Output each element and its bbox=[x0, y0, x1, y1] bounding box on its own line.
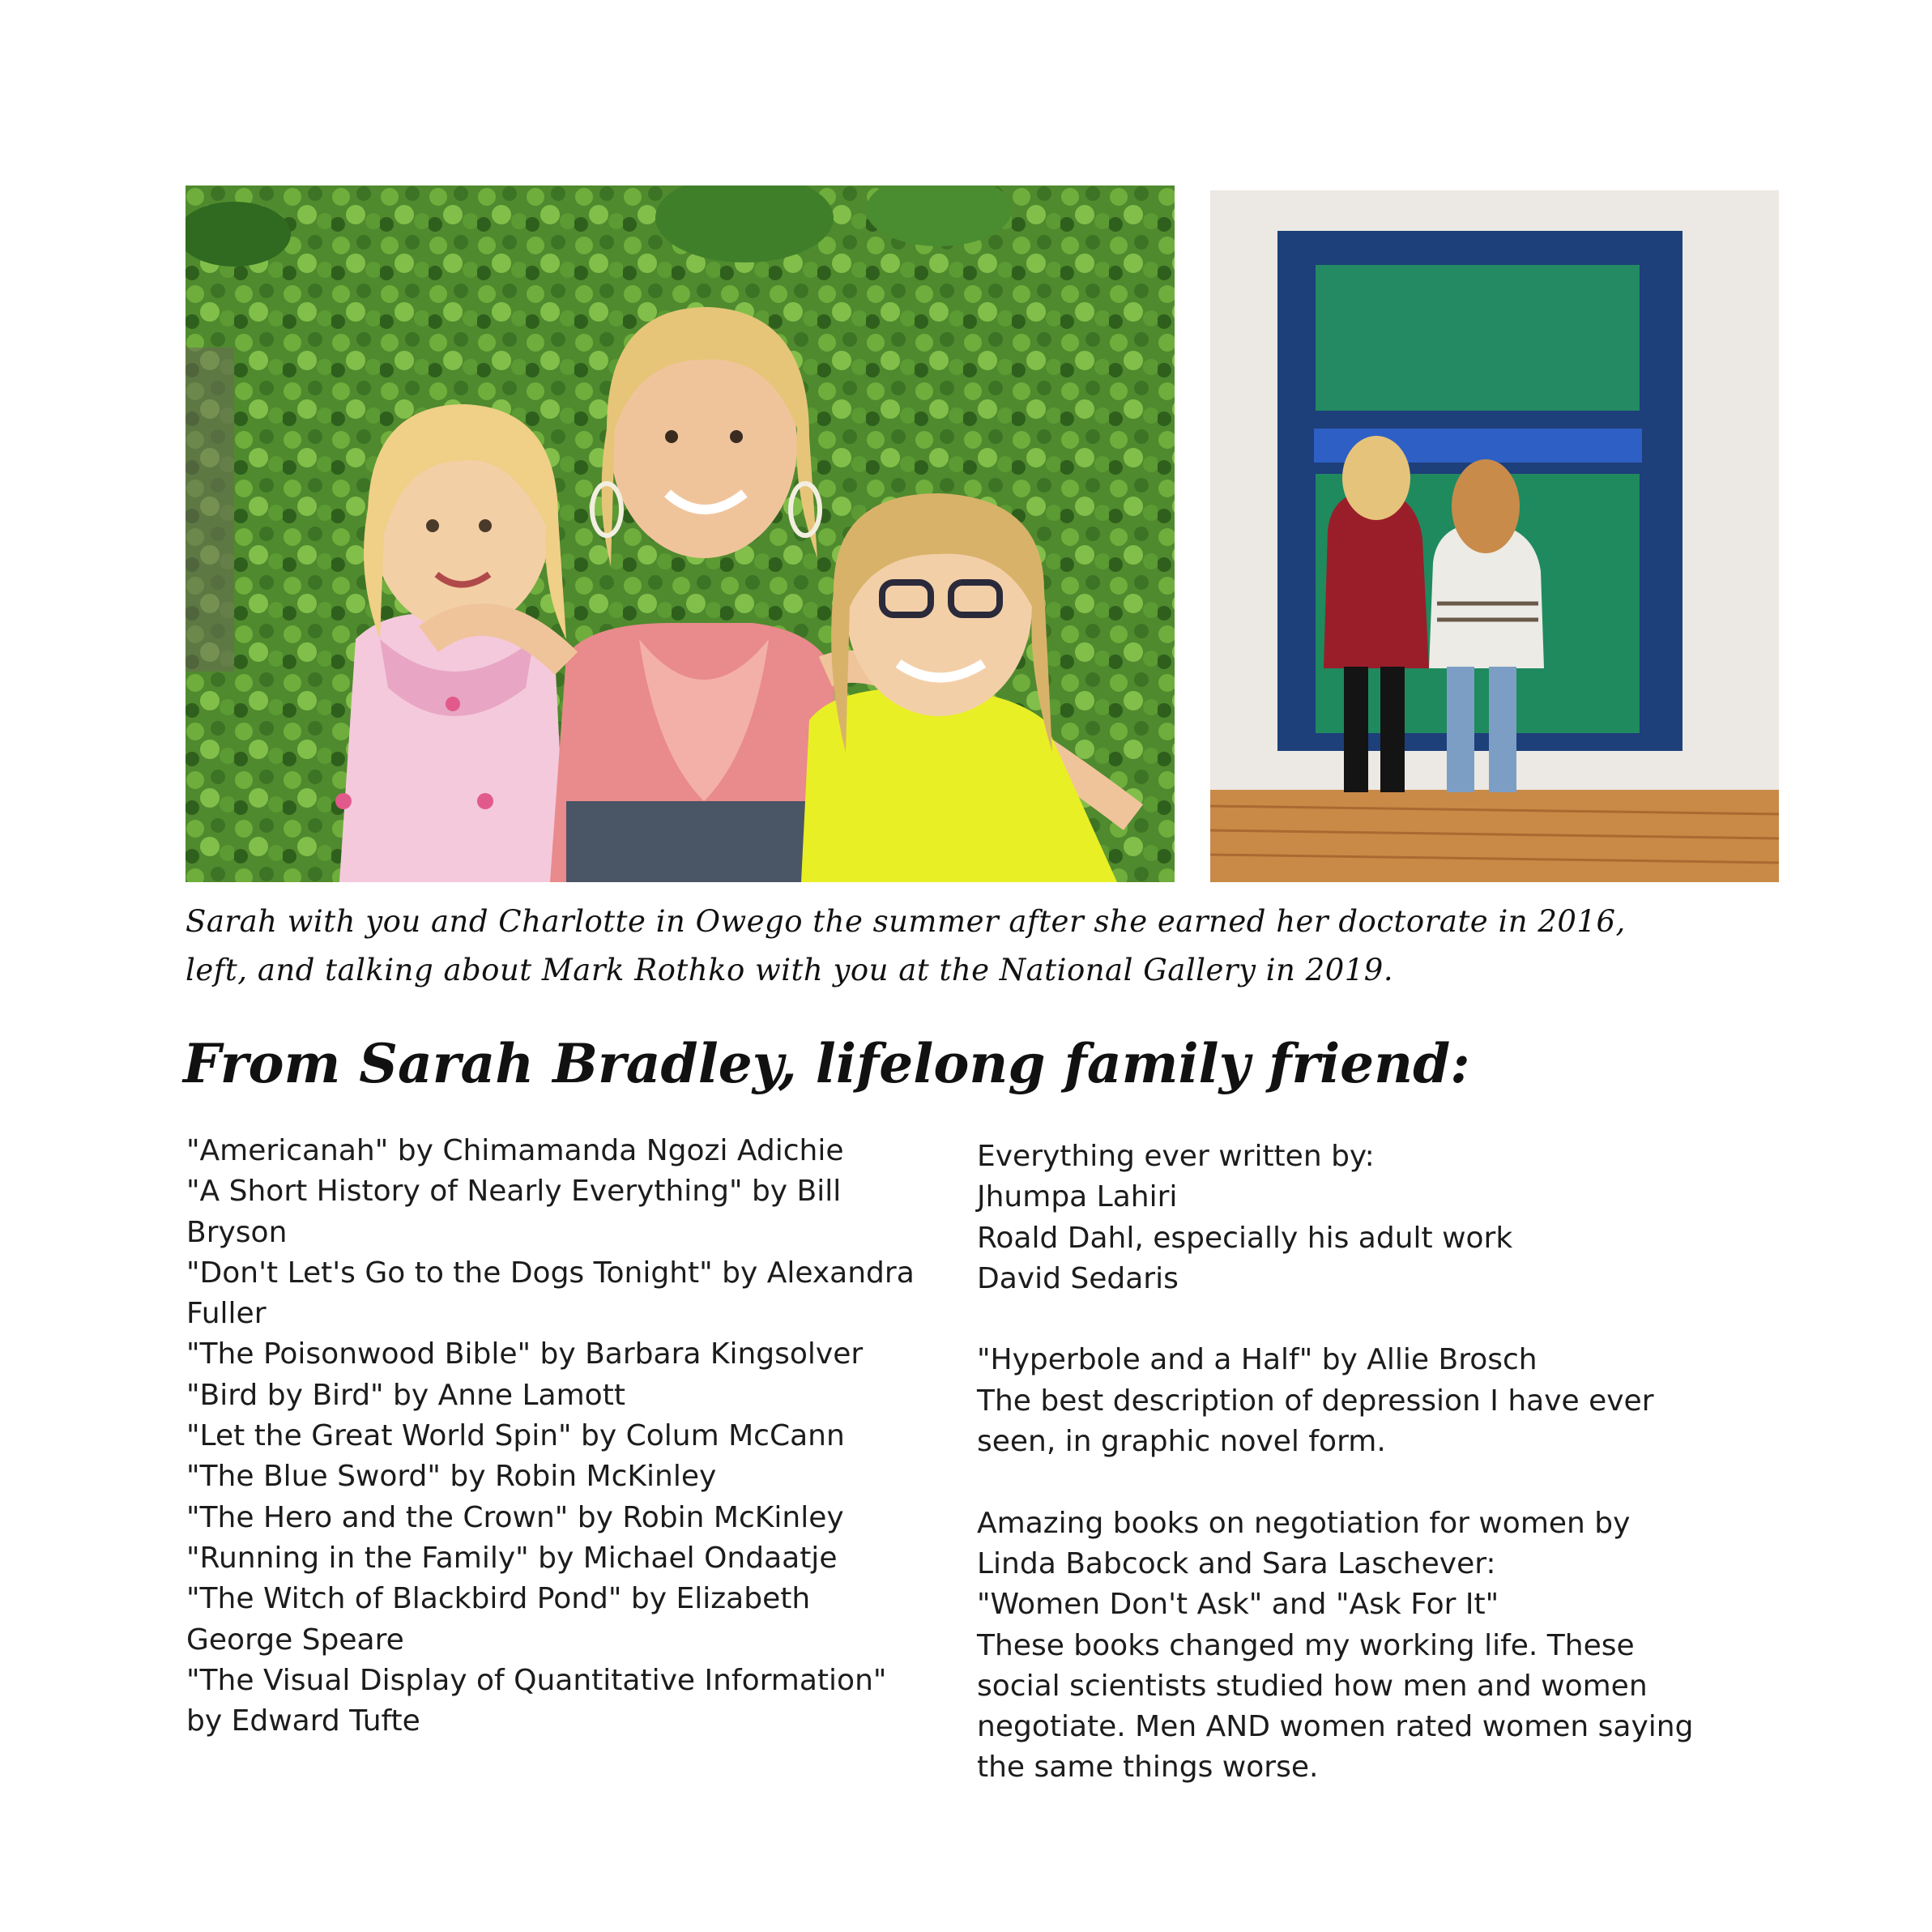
list-item: "A Short History of Nearly Everything" by Bill bbox=[186, 1175, 842, 1209]
list-item: the same things worse. bbox=[977, 1751, 1319, 1785]
spacer bbox=[977, 1299, 1690, 1340]
list-item: Roald Dahl, especially his adult work bbox=[977, 1221, 1513, 1255]
book-list-left bbox=[186, 1131, 915, 1742]
list-item: "Americanah" by Chimamanda Ngozi Adichie bbox=[186, 1134, 844, 1167]
list-item: seen, in graphic novel form. bbox=[977, 1425, 1386, 1459]
list-item: "Hyperbole and a Half" by Allie Brosch bbox=[977, 1343, 1537, 1377]
family-photo-owego bbox=[186, 186, 1175, 882]
list-item: These books changed my working life. These bbox=[977, 1628, 1635, 1662]
list-item: "The Blue Sword" by Robin McKinley bbox=[186, 1460, 717, 1494]
spacer bbox=[977, 1462, 1690, 1503]
list-item: by Edward Tufte bbox=[186, 1704, 420, 1738]
list-item: George Speare bbox=[186, 1623, 404, 1657]
list-item: negotiate. Men AND women rated women saying bbox=[977, 1710, 1694, 1744]
list-item: "The Witch of Blackbird Pond" by Elizabeth bbox=[186, 1582, 811, 1616]
list-item: Linda Babcock and Sara Laschever: bbox=[977, 1546, 1496, 1580]
list-item: Amazing books on negotiation for women by bbox=[977, 1506, 1631, 1540]
list-item: Everything ever written by: bbox=[977, 1140, 1375, 1173]
list-item: "Let the Great World Spin" by Colum McCann bbox=[186, 1419, 845, 1453]
list-item: social scientists studied how men and women bbox=[977, 1669, 1648, 1703]
list-item: Bryson bbox=[186, 1215, 288, 1249]
caption-line-2: left, and talking about Mark Rothko with you at the National Gallery in 2019. bbox=[186, 953, 1394, 987]
list-item: The best description of depression I have ever bbox=[977, 1384, 1654, 1418]
book-list-right bbox=[977, 1137, 1694, 1789]
list-item: "Women Don't Ask" and "Ask For It" bbox=[977, 1588, 1499, 1622]
list-item: Jhumpa Lahiri bbox=[977, 1180, 1178, 1214]
rothko-photo-graphic bbox=[1210, 190, 1779, 882]
caption-line-1: Sarah with you and Charlotte in Owego the summer after she earned her doctorate in 2016, bbox=[186, 904, 1626, 939]
section-heading: From Sarah Bradley, lifelong family friend: bbox=[183, 1032, 1470, 1095]
list-item: Fuller bbox=[186, 1297, 267, 1331]
family-photo-graphic bbox=[186, 186, 1175, 882]
list-item: David Sedaris bbox=[977, 1261, 1179, 1295]
list-item: "Don't Let's Go to the Dogs Tonight" by Alexandra bbox=[186, 1256, 915, 1290]
rothko-gallery-photo bbox=[1210, 190, 1779, 882]
list-item: "The Hero and the Crown" by Robin McKinley bbox=[186, 1500, 844, 1534]
list-item: "Running in the Family" by Michael Ondaatje bbox=[186, 1541, 838, 1575]
list-item: "The Poisonwood Bible" by Barbara Kingsolver bbox=[186, 1337, 864, 1371]
list-item: "The Visual Display of Quantitative Information" bbox=[186, 1663, 887, 1697]
photo-caption bbox=[186, 898, 1789, 995]
list-item: "Bird by Bird" by Anne Lamott bbox=[186, 1378, 625, 1412]
